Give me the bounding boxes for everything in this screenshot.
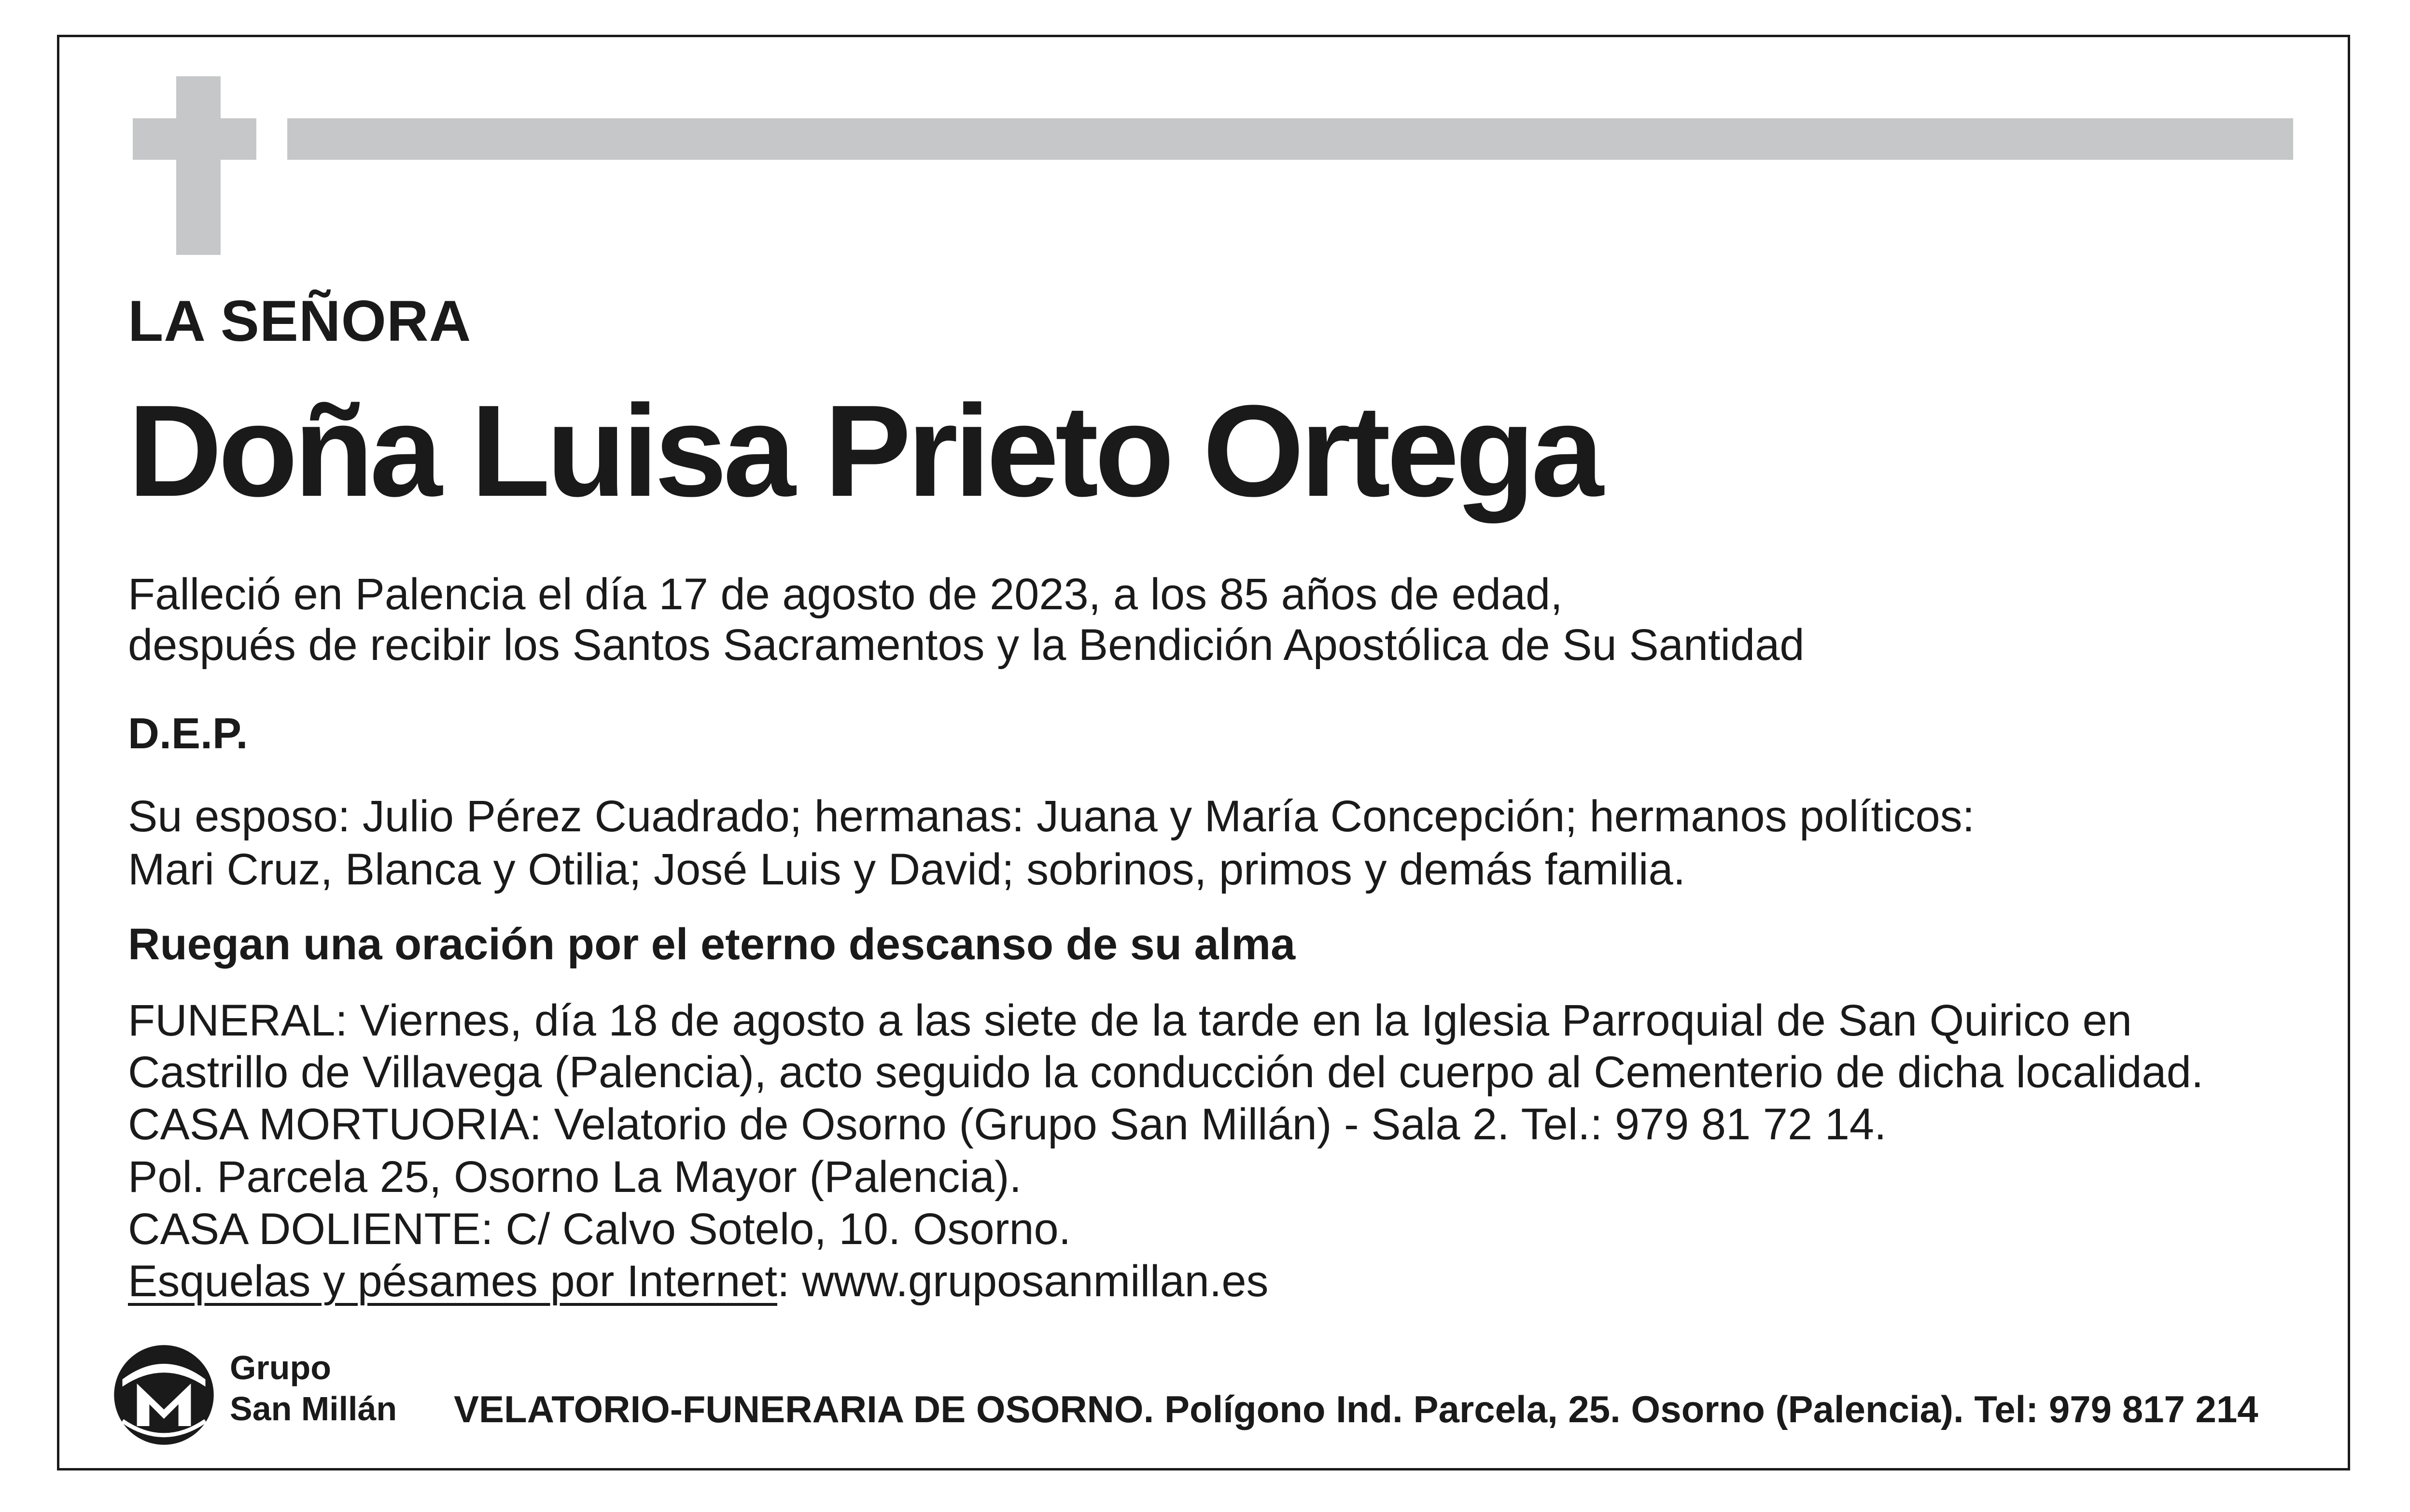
cross-vertical-icon [176,76,221,255]
internet-url: www.gruposanmillan.es [789,1257,1269,1306]
deceased-name: Doña Luisa Prieto Ortega [128,378,1600,524]
mortuary-line-2: Pol. Parcela 25, Osorno La Mayor (Palencia). [128,1152,1022,1202]
mortuary-line-1: CASA MORTUORIA: Velatorio de Osorno (Grupo San Millán) - Sala 2. Tel.: 979 81 72 14. [128,1100,1887,1149]
internet-separator: : [777,1257,790,1306]
prayer-request: Ruegan una oración por el eterno descanso de su alma [128,920,1296,969]
logo-text-line-2: San Millán [230,1390,397,1428]
honorific: LA SEÑORA [128,289,472,353]
logo-text-line-1: Grupo [230,1349,331,1386]
family-line-1: Su esposo: Julio Pérez Cuadrado; hermanas: Juana y María Concepción; hermanos políticos: [128,792,1975,841]
cross-horizontal-icon [133,118,256,160]
family-line-2: Mari Cruz, Blanca y Otilia; José Luis y David; sobrinos, primos y demás familia. [128,845,1686,894]
internet-label: Esquelas y pésames por Internet [128,1257,777,1306]
funeral-home-footer: VELATORIO-FUNERARIA DE OSORNO. Polígono Ind. Parcela, 25. Osorno (Palencia). Tel: 979 817 214 [454,1388,2258,1430]
grupo-san-millan-logo-icon [112,1343,216,1447]
death-line-2: después de recibir los Santos Sacramentos y la Bendición Apostólica de Su Santidad [128,620,1805,670]
mourning-house: CASA DOLIENTE: C/ Calvo Sotelo, 10. Osorno. [128,1204,1071,1254]
dep-text: D.E.P. [128,710,248,758]
header-bar [287,118,2293,160]
funeral-line-1: FUNERAL: Viernes, día 18 de agosto a las siete de la tarde en la Iglesia Parroquial de San Quirico en [128,996,2132,1045]
death-line-1: Falleció en Palencia el día 17 de agosto de 2023, a los 85 años de edad, [128,570,1563,619]
internet-line [128,1257,1269,1306]
funeral-line-2: Castrillo de Villavega (Palencia), acto seguido la conducción del cuerpo al Cementerio de dicha localidad. [128,1048,2204,1097]
notice-frame [57,35,2350,1470]
